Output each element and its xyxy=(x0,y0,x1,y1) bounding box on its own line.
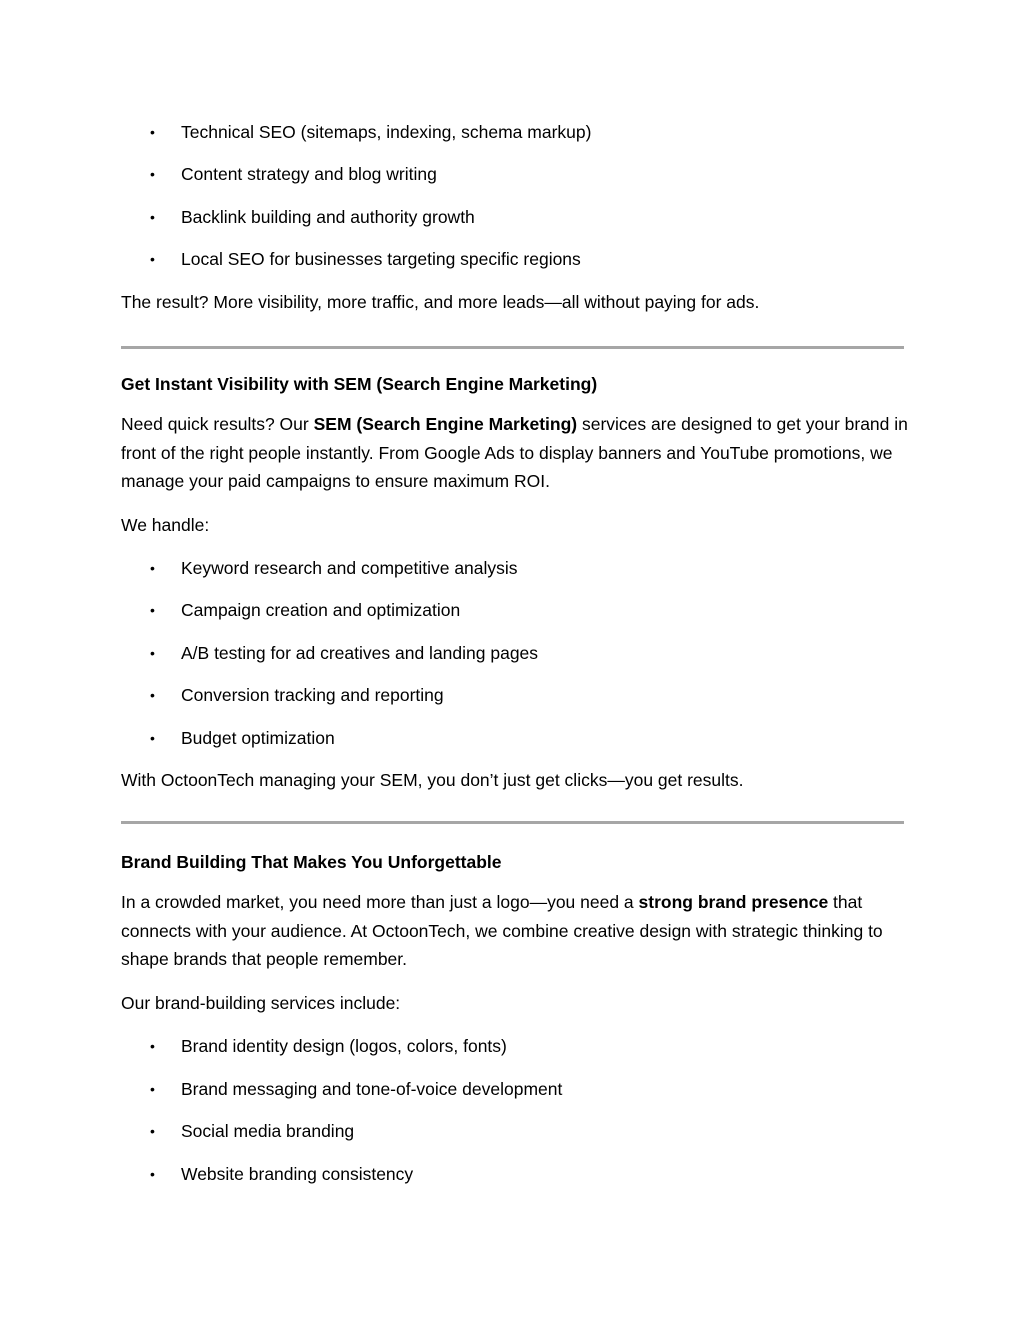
bullet: • xyxy=(150,645,155,661)
sem-intro-post: services are designed to get your brand in front of the right people instantly. From Google Ads to display banners and YouTube promotions, we manage your paid campaigns to ensure maximum ROI. xyxy=(121,414,908,491)
sem-list-item: Campaign creation and optimization xyxy=(181,600,461,620)
bullet: • xyxy=(150,602,155,618)
brand-list-item: Social media branding xyxy=(181,1121,355,1141)
seo-list-item: Technical SEO (sitemaps, indexing, schema markup) xyxy=(181,122,592,142)
bullet: • xyxy=(150,209,155,225)
sem-handle-label: We handle: xyxy=(121,515,210,535)
brand-services-label: Our brand-building services include: xyxy=(121,993,401,1013)
bullet: • xyxy=(150,1081,155,1097)
bullet: • xyxy=(150,251,155,267)
brand-intro-bold: strong brand presence xyxy=(638,892,829,912)
brand-intro-pre: In a crowded market, you need more than just a logo—you need a xyxy=(121,892,639,912)
brand-intro-post: that connects with your audience. At OctoonTech, we combine creative design with strategic thinking to shape brands that people remember. xyxy=(121,892,883,969)
brand-list-item: Brand messaging and tone-of-voice development xyxy=(181,1079,563,1099)
sem-list-item: Keyword research and competitive analysis xyxy=(181,558,518,578)
brand-heading: Brand Building That Makes You Unforgettable xyxy=(121,852,502,872)
sem-heading: Get Instant Visibility with SEM (Search Engine Marketing) xyxy=(121,374,598,394)
seo-result-text: The result? More visibility, more traffic, and more leads—all without paying for ads. xyxy=(121,292,760,312)
seo-list-item: Backlink building and authority growth xyxy=(181,207,475,227)
section-divider xyxy=(121,346,904,349)
bullet: • xyxy=(150,166,155,182)
sem-closing-text: With OctoonTech managing your SEM, you don’t just get clicks—you get results. xyxy=(121,770,744,790)
sem-list-item: Budget optimization xyxy=(181,728,335,748)
sem-list-item: Conversion tracking and reporting xyxy=(181,685,444,705)
bullet: • xyxy=(150,560,155,576)
bullet: • xyxy=(150,687,155,703)
bullet: • xyxy=(150,124,155,140)
seo-list-item: Local SEO for businesses targeting specific regions xyxy=(181,249,581,269)
bullet: • xyxy=(150,730,155,746)
brand-list-item: Brand identity design (logos, colors, fonts) xyxy=(181,1036,507,1056)
seo-list-item: Content strategy and blog writing xyxy=(181,164,437,184)
brand-intro-paragraph xyxy=(121,888,911,974)
sem-list-item: A/B testing for ad creatives and landing pages xyxy=(181,643,539,663)
sem-intro-paragraph xyxy=(121,410,911,496)
bullet: • xyxy=(150,1166,155,1182)
bullet: • xyxy=(150,1123,155,1139)
sem-intro-bold: SEM (Search Engine Marketing) xyxy=(313,414,578,434)
brand-list-item: Website branding consistency xyxy=(181,1164,414,1184)
section-divider xyxy=(121,821,904,824)
sem-intro-pre: Need quick results? Our xyxy=(121,414,314,434)
bullet: • xyxy=(150,1038,155,1054)
